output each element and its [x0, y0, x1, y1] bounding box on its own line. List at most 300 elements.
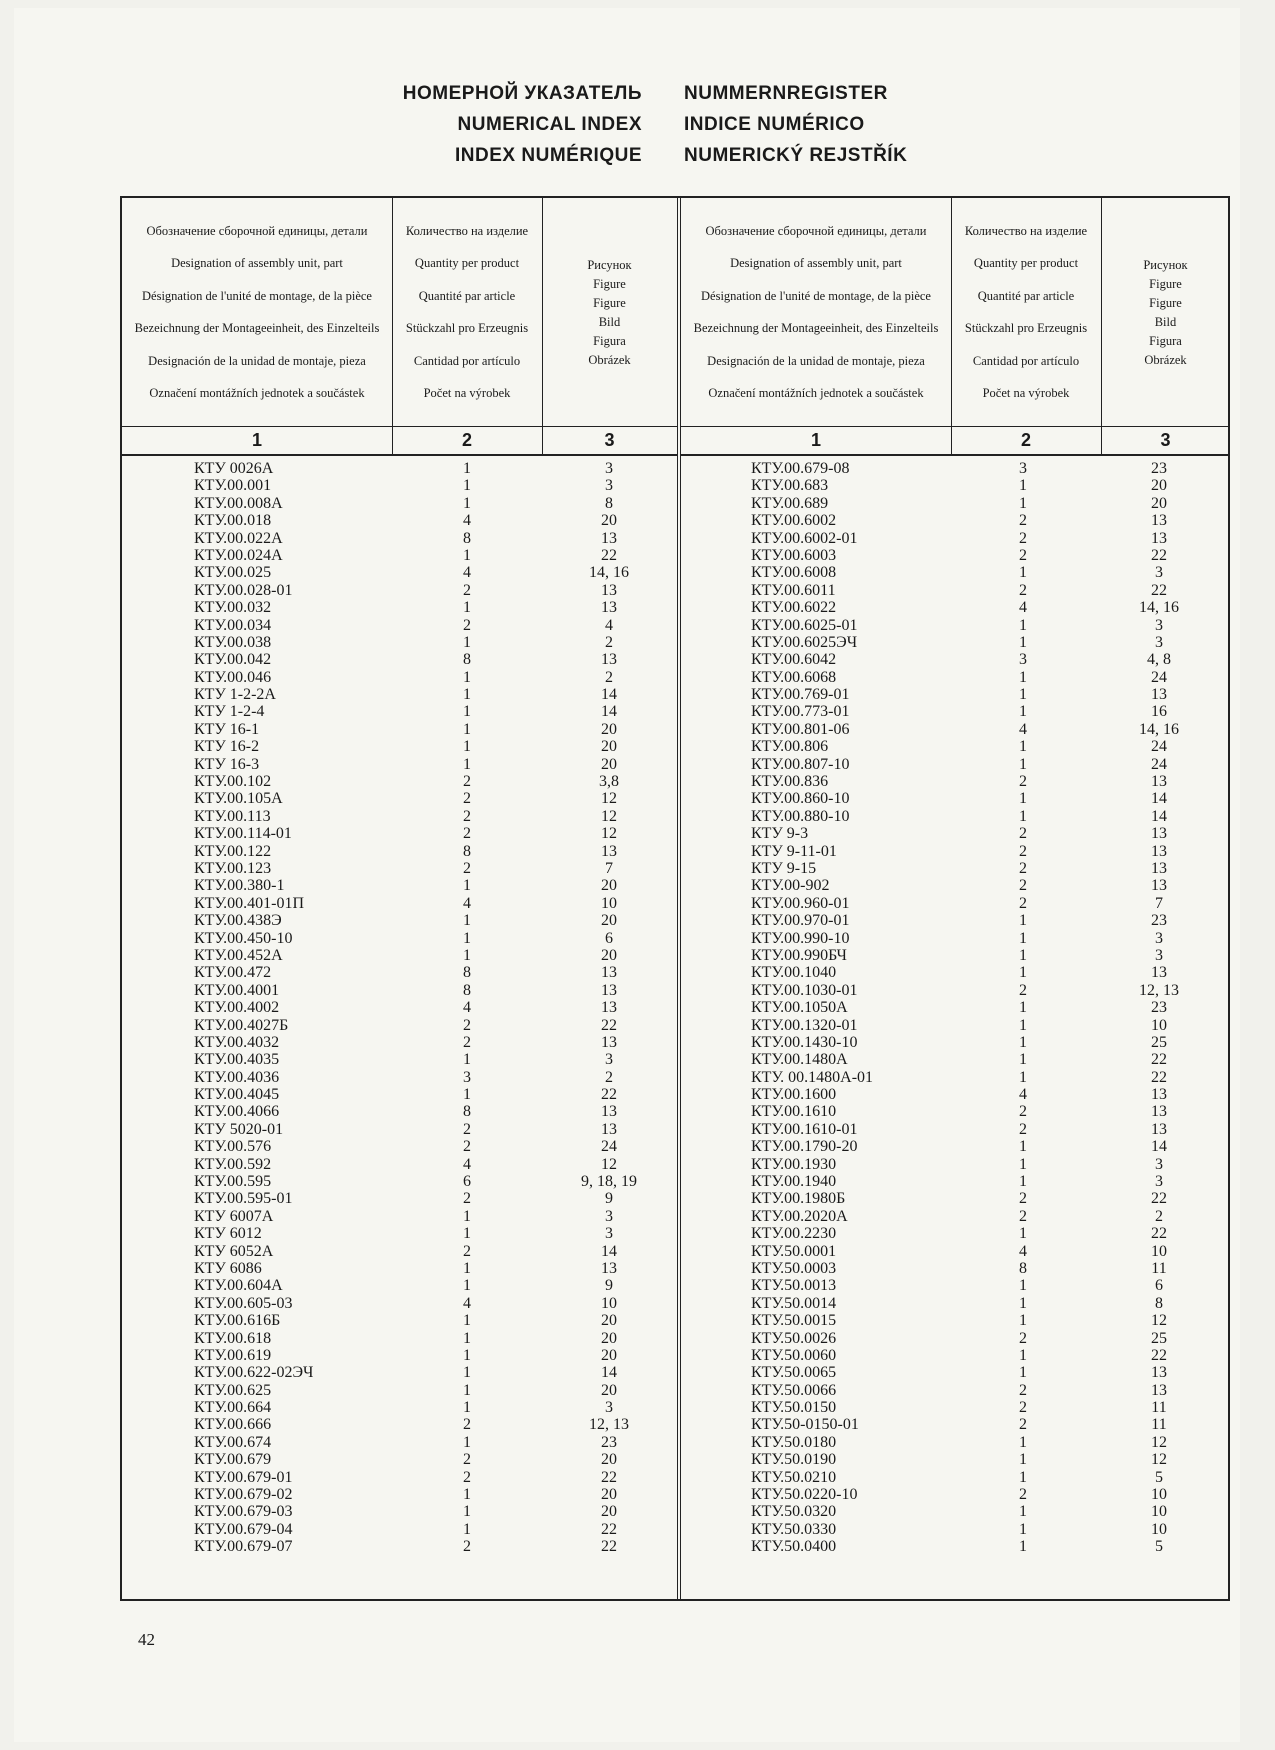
figure: 3: [605, 477, 613, 495]
quantity: 8: [463, 651, 471, 669]
header-figure: [1101, 198, 1230, 426]
column-number-row-right: [681, 426, 1230, 456]
table-row: [681, 651, 1230, 668]
table-row: [681, 530, 1230, 547]
part-designation: КТУ.00.034: [194, 616, 272, 634]
part-designation: КТУ.00.028-01: [194, 581, 293, 599]
quantity: 1: [1019, 946, 1027, 964]
part-designation: КТУ 16-2: [194, 738, 260, 756]
quantity: 2: [463, 1416, 471, 1434]
header-designation-cz: Označení montážních jednotek a součástek: [708, 386, 924, 401]
table-left-half: [122, 198, 677, 1599]
part-designation: КТУ.50.0190: [751, 1451, 837, 1469]
figure: 13: [601, 1120, 617, 1138]
table-row: [122, 1538, 677, 1555]
quantity: 1: [463, 460, 471, 477]
quantity: 1: [463, 738, 471, 756]
figure: 13: [601, 999, 617, 1017]
table-row: [122, 1208, 677, 1225]
part-designation: КТУ 6086: [194, 1259, 262, 1277]
table-row: [122, 512, 677, 529]
part-designation: КТУ.00.801-06: [751, 720, 850, 738]
figure: 8: [1155, 1294, 1163, 1312]
figure: 12: [1151, 1433, 1167, 1451]
table-row: [681, 877, 1230, 894]
part-designation: КТУ.00.990-10: [751, 929, 850, 947]
quantity: 2: [1019, 512, 1027, 530]
header-quantity-de: Stückzahl pro Erzeugnis: [964, 321, 1088, 336]
figure: 2: [1155, 1207, 1163, 1225]
quantity: 1: [463, 1312, 471, 1330]
quantity: 8: [1019, 1259, 1027, 1277]
table-row: [122, 1521, 677, 1538]
part-designation: КТУ.00.6003: [751, 546, 837, 564]
table-row: [681, 808, 1230, 825]
column-number-2: 2: [461, 429, 472, 450]
figure: 22: [1151, 1346, 1167, 1364]
table-row: [681, 1538, 1230, 1555]
table-row: [681, 460, 1230, 477]
table-row: [122, 1243, 677, 1260]
figure: 13: [1151, 773, 1167, 791]
part-designation: КТУ.00.880-10: [751, 807, 850, 825]
table-row: [681, 669, 1230, 686]
table-row: [681, 1034, 1230, 1051]
quantity: 1: [1019, 1068, 1027, 1086]
table-row: [122, 1399, 677, 1416]
figure: 5: [1155, 1538, 1163, 1556]
table-row: [122, 477, 677, 494]
part-designation: КТУ.00.604А: [194, 1277, 283, 1295]
figure: 14: [1151, 1138, 1167, 1156]
quantity: 4: [463, 894, 471, 912]
quantity: 8: [463, 964, 471, 982]
part-designation: КТУ.00.595-01: [194, 1190, 293, 1208]
part-designation: КТУ.00.4036: [194, 1068, 280, 1086]
quantity: 1: [463, 946, 471, 964]
table-row: [122, 756, 677, 773]
figure: 20: [601, 877, 617, 895]
table-row: [681, 721, 1230, 738]
part-designation: КТУ.00.452А: [194, 946, 283, 964]
table-row: [681, 1347, 1230, 1364]
part-designation: КТУ.00.970-01: [751, 912, 850, 930]
table-row: [122, 1503, 677, 1520]
table-row: [681, 1295, 1230, 1312]
figure: 22: [601, 1538, 617, 1556]
figure: 6: [1155, 1277, 1163, 1295]
header-quantity-cz: Počet na výrobek: [982, 386, 1070, 401]
part-designation: КТУ.00.472: [194, 964, 272, 982]
figure: 9: [605, 1277, 613, 1295]
quantity: 2: [463, 1538, 471, 1556]
figure: 14: [601, 703, 617, 721]
header-designation-es: Designación de la unidad de montaje, pieza: [148, 353, 366, 368]
figure: 10: [1151, 1486, 1167, 1504]
quantity: 2: [463, 1451, 471, 1469]
figure: 22: [1151, 1190, 1167, 1208]
quantity: 2: [463, 1033, 471, 1051]
figure: 14: [1151, 807, 1167, 825]
figure: 3: [605, 1399, 613, 1417]
header-quantity-fr: Quantité par article: [418, 288, 516, 303]
quantity: 1: [1019, 755, 1027, 773]
table-row: [681, 756, 1230, 773]
table-row: [681, 1121, 1230, 1138]
quantity: 1: [1019, 1294, 1027, 1312]
quantity: 1: [463, 1520, 471, 1538]
figure: 12: [601, 825, 617, 843]
figure: 23: [1151, 999, 1167, 1017]
part-designation: КТУ.00.576: [194, 1138, 272, 1156]
table-row: [122, 1086, 677, 1103]
quantity: 2: [1019, 1329, 1027, 1347]
header-figure-cz: Obrázek: [588, 352, 631, 367]
header-quantity-cz: Počet na výrobek: [423, 386, 511, 401]
table-row: [122, 1103, 677, 1120]
figure: 3: [1155, 633, 1163, 651]
figure: 14: [601, 686, 617, 704]
quantity: 1: [463, 686, 471, 704]
figure: 13: [1151, 1364, 1167, 1382]
figure: 2: [605, 1068, 613, 1086]
part-designation: КТУ.00.6025-01: [751, 616, 858, 634]
part-designation: КТУ.00.024А: [194, 546, 283, 564]
figure: 13: [1151, 1103, 1167, 1121]
part-designation: КТУ 5020-01: [194, 1120, 284, 1138]
quantity: 1: [1019, 494, 1027, 512]
figure: 14, 16: [589, 564, 629, 582]
header-quantity-fr: Quantité par article: [977, 288, 1075, 303]
table-row: [681, 495, 1230, 512]
part-designation: КТУ.00.683: [751, 477, 829, 495]
part-designation: КТУ.00.6011: [751, 581, 836, 599]
header-designation-fr: Désignation de l'unité de montage, de la pièce: [142, 288, 372, 303]
part-designation: КТУ.00.1610-01: [751, 1120, 858, 1138]
table-row: [681, 703, 1230, 720]
figure: 4: [605, 616, 613, 634]
quantity: 1: [1019, 686, 1027, 704]
figure: 3: [1155, 564, 1163, 582]
quantity: 1: [1019, 633, 1027, 651]
quantity: 2: [1019, 529, 1027, 547]
part-designation: КТУ 0026А: [194, 460, 274, 477]
part-designation: КТУ.00.1320-01: [751, 1016, 858, 1034]
table-row: [122, 599, 677, 616]
part-designation: КТУ.00.679-02: [194, 1486, 293, 1504]
quantity: 1: [463, 720, 471, 738]
quantity: 1: [1019, 668, 1027, 686]
part-designation: КТУ.00.025: [194, 564, 272, 582]
header-right: [681, 198, 1230, 427]
table-row: [122, 738, 677, 755]
header-figure-es: Figura: [593, 333, 626, 348]
figure: 3: [1155, 946, 1163, 964]
part-designation: КТУ. 00.1480А-01: [751, 1068, 874, 1086]
quantity: 1: [1019, 929, 1027, 947]
quantity: 8: [463, 981, 471, 999]
quantity: 3: [1019, 460, 1027, 477]
header-figure-ru: Рисунок: [1143, 257, 1188, 272]
part-designation: КТУ.00.1430-10: [751, 1033, 858, 1051]
table-row: [122, 651, 677, 668]
part-designation: КТУ.00.6002-01: [751, 529, 858, 547]
quantity: 2: [1019, 981, 1027, 999]
figure: 13: [601, 842, 617, 860]
figure: 4, 8: [1147, 651, 1171, 669]
table-row: [122, 686, 677, 703]
figure: 22: [1151, 1225, 1167, 1243]
quantity: 1: [463, 599, 471, 617]
header-quantity-ru: Количество на изделие: [405, 223, 529, 238]
figure: 13: [1151, 1086, 1167, 1104]
figure: 23: [601, 1433, 617, 1451]
figure: 13: [1151, 842, 1167, 860]
part-designation: КТУ.00.6022: [751, 599, 837, 617]
quantity: 2: [463, 1120, 471, 1138]
table-row: [681, 1208, 1230, 1225]
quantity: 2: [1019, 1103, 1027, 1121]
header-designation: [681, 198, 951, 426]
table-row: [122, 1156, 677, 1173]
quantity: 2: [463, 581, 471, 599]
part-designation: КТУ.00.018: [194, 512, 272, 530]
part-designation: КТУ.00.001: [194, 477, 272, 495]
quantity: 4: [463, 999, 471, 1017]
quantity: 1: [463, 755, 471, 773]
quantity: 8: [463, 842, 471, 860]
table-row: [122, 877, 677, 894]
table-row: [122, 790, 677, 807]
figure: 5: [1155, 1468, 1163, 1486]
part-designation: КТУ.00.622-02ЭЧ: [194, 1364, 314, 1382]
quantity: 2: [463, 616, 471, 634]
part-designation: КТУ.00.990БЧ: [751, 946, 847, 964]
figure: 20: [601, 1381, 617, 1399]
table-row: [681, 1434, 1230, 1451]
quantity: 1: [1019, 790, 1027, 808]
quantity: 2: [1019, 546, 1027, 564]
part-designation: КТУ.00.960-01: [751, 894, 850, 912]
figure: 20: [601, 1329, 617, 1347]
table-row: [681, 1521, 1230, 1538]
quantity: 1: [1019, 564, 1027, 582]
figure: 24: [1151, 668, 1167, 686]
header-designation-de: Bezeichnung der Montageeinheit, des Einzelteils: [134, 321, 380, 336]
table-row: [122, 1486, 677, 1503]
header-figure-ru: Рисунок: [587, 257, 632, 272]
figure: 2: [605, 633, 613, 651]
table-row: [122, 1295, 677, 1312]
table-row: [122, 1434, 677, 1451]
figure: 22: [1151, 1068, 1167, 1086]
table-row: [681, 1364, 1230, 1381]
quantity: 1: [1019, 703, 1027, 721]
quantity: 2: [463, 1138, 471, 1156]
quantity: 1: [1019, 1051, 1027, 1069]
table-row: [122, 617, 677, 634]
quantity: 8: [463, 529, 471, 547]
table-row: [122, 703, 677, 720]
figure: 13: [601, 1103, 617, 1121]
table-row: [122, 999, 677, 1016]
figure: 14: [601, 1364, 617, 1382]
part-designation: КТУ.00.105А: [194, 790, 283, 808]
quantity: 2: [1019, 1486, 1027, 1504]
table-row: [681, 912, 1230, 929]
figure: 22: [1151, 546, 1167, 564]
figure: 12, 13: [589, 1416, 629, 1434]
quantity: 1: [1019, 1225, 1027, 1243]
quantity: 1: [463, 1503, 471, 1521]
table-row: [681, 1103, 1230, 1120]
part-designation: КТУ.00.679-08: [751, 460, 850, 477]
part-designation: КТУ.00.6008: [751, 564, 837, 582]
part-designation: КТУ.00.6025ЭЧ: [751, 633, 858, 651]
header-quantity-en: Quantity per product: [973, 256, 1079, 271]
part-designation: КТУ.50.0320: [751, 1503, 837, 1521]
quantity: 2: [1019, 859, 1027, 877]
part-designation: КТУ.00.4032: [194, 1033, 280, 1051]
column-number-2: 2: [1020, 429, 1031, 450]
header-quantity: [951, 198, 1101, 426]
quantity: 1: [1019, 1277, 1027, 1295]
quantity: 2: [1019, 1207, 1027, 1225]
part-designation: КТУ.00.1930: [751, 1155, 837, 1173]
quantity: 1: [1019, 1033, 1027, 1051]
part-designation: КТУ.00.401-01П: [194, 894, 305, 912]
part-designation: КТУ 1-2-4: [194, 703, 265, 721]
figure: 22: [601, 1016, 617, 1034]
figure: 23: [1151, 912, 1167, 930]
header-quantity-ru: Количество на изделие: [964, 223, 1088, 238]
part-designation: КТУ.50.0001: [751, 1242, 837, 1260]
table-row: [681, 947, 1230, 964]
quantity: 2: [463, 1016, 471, 1034]
part-designation: КТУ.50.0013: [751, 1277, 837, 1295]
table-row: [122, 530, 677, 547]
quantity: 1: [463, 1259, 471, 1277]
part-designation: КТУ.50.0220-10: [751, 1486, 858, 1504]
part-designation: КТУ 9-3: [751, 825, 809, 843]
quantity: 4: [1019, 1086, 1027, 1104]
table-row: [681, 1486, 1230, 1503]
part-designation: КТУ.50.0180: [751, 1433, 837, 1451]
part-designation: КТУ.00.4045: [194, 1086, 280, 1104]
table-row: [681, 547, 1230, 564]
title-fr: INDEX NUMÉRIQUE: [455, 145, 642, 166]
figure: 13: [1151, 1120, 1167, 1138]
quantity: 1: [1019, 1364, 1027, 1382]
quantity: 1: [463, 1277, 471, 1295]
table-row: [681, 1173, 1230, 1190]
part-designation: КТУ.00.860-10: [751, 790, 850, 808]
quantity: 2: [463, 859, 471, 877]
table-row: [681, 738, 1230, 755]
figure: 11: [1151, 1399, 1167, 1417]
table-row: [681, 1399, 1230, 1416]
table-row: [681, 617, 1230, 634]
figure: 24: [1151, 738, 1167, 756]
part-designation: КТУ.50.0060: [751, 1346, 837, 1364]
quantity: 2: [463, 807, 471, 825]
part-designation: КТУ.00.679: [194, 1451, 272, 1469]
table-row: [122, 669, 677, 686]
quantity: 1: [1019, 1346, 1027, 1364]
quantity: 1: [463, 1399, 471, 1417]
table-row: [681, 1469, 1230, 1486]
quantity: 1: [463, 477, 471, 495]
part-designation: КТУ.00.6042: [751, 651, 837, 669]
table-row: [681, 1017, 1230, 1034]
header-left: [122, 198, 677, 427]
part-designation: КТУ.00.6002: [751, 512, 837, 530]
table-row: [681, 1503, 1230, 1520]
figure: 20: [601, 1312, 617, 1330]
quantity: 2: [1019, 1416, 1027, 1434]
figure: 10: [1151, 1503, 1167, 1521]
figure: 24: [1151, 755, 1167, 773]
quantity: 1: [1019, 1503, 1027, 1521]
figure: 13: [601, 981, 617, 999]
table-row: [122, 1451, 677, 1468]
header-quantity-es: Cantidad por artículo: [413, 353, 521, 368]
title-ru: НОМЕРНОЙ УКАЗАТЕЛЬ: [402, 83, 642, 104]
table-row: [122, 930, 677, 947]
part-designation: КТУ.00.807-10: [751, 755, 850, 773]
part-designation: КТУ.00.042: [194, 651, 272, 669]
table-row: [122, 1034, 677, 1051]
table-row: [122, 1260, 677, 1277]
table-row: [122, 808, 677, 825]
part-designation: КТУ.00.1790-20: [751, 1138, 858, 1156]
part-designation: КТУ.00.022А: [194, 529, 283, 547]
part-designation: КТУ.00.605-03: [194, 1294, 293, 1312]
figure: 25: [1151, 1329, 1167, 1347]
figure: 3: [1155, 929, 1163, 947]
figure: 13: [601, 581, 617, 599]
quantity: 8: [463, 1103, 471, 1121]
quantity: 1: [463, 1051, 471, 1069]
part-designation: КТУ.00.6068: [751, 668, 837, 686]
header-designation-de: Bezeichnung der Montageeinheit, des Einzelteils: [693, 321, 939, 336]
table-row: [681, 790, 1230, 807]
header-figure: [542, 198, 677, 426]
part-designation: КТУ.00.380-1: [194, 877, 285, 895]
figure: 12: [1151, 1451, 1167, 1469]
part-designation: КТУ.50.0026: [751, 1329, 837, 1347]
part-designation: КТУ.00.4001: [194, 981, 280, 999]
part-designation: КТУ 6012: [194, 1225, 262, 1243]
figure: 23: [1151, 460, 1167, 477]
part-designation: КТУ.00.674: [194, 1433, 272, 1451]
column-number-row-left: [122, 426, 677, 456]
header-quantity: [392, 198, 542, 426]
quantity: 4: [1019, 1242, 1027, 1260]
figure: 22: [1151, 1051, 1167, 1069]
header-quantity-es: Cantidad por artículo: [972, 353, 1080, 368]
quantity: 1: [463, 929, 471, 947]
part-designation: КТУ.00.4002: [194, 999, 280, 1017]
figure: 22: [1151, 581, 1167, 599]
figure: 25: [1151, 1033, 1167, 1051]
part-designation: КТУ.00.113: [194, 807, 271, 825]
part-designation: КТУ.00.122: [194, 842, 272, 860]
header-figure-fr: Figure: [1149, 295, 1182, 310]
figure: 22: [601, 1468, 617, 1486]
part-designation: КТУ.50.0003: [751, 1259, 837, 1277]
figure: 11: [1151, 1416, 1167, 1434]
